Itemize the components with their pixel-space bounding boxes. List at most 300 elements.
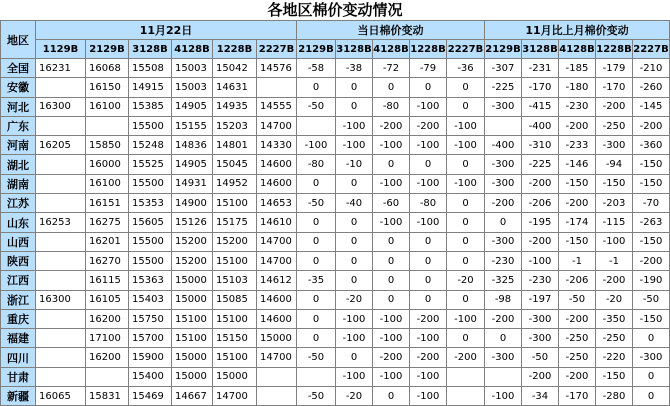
monthly-change-cell: -200	[559, 116, 596, 135]
price-cell: 14576	[257, 59, 297, 78]
column-header: 1129B	[36, 40, 86, 59]
daily-change-cell: 0	[373, 290, 410, 309]
monthly-change-cell: -325	[485, 271, 522, 290]
region-cell: 广东	[1, 116, 36, 135]
price-cell: 14653	[257, 194, 297, 213]
daily-change-cell: 0	[447, 194, 485, 213]
group-header-monthly-change: 11月比上月棉价变动	[485, 21, 670, 40]
monthly-change-cell: -150	[596, 174, 633, 193]
column-header: 4128B	[373, 40, 410, 59]
monthly-change-cell: 0	[633, 329, 670, 348]
price-cell: 14610	[257, 213, 297, 232]
monthly-change-cell: -185	[559, 59, 596, 78]
price-cell: 15000	[257, 329, 297, 348]
column-header: 4128B	[559, 40, 596, 59]
price-cell	[36, 155, 86, 174]
daily-change-cell: -100	[410, 387, 447, 406]
price-cell: 15000	[172, 271, 213, 290]
price-cell: 14905	[172, 155, 213, 174]
daily-change-cell: -79	[410, 59, 447, 78]
price-cell: 14915	[129, 78, 172, 97]
price-cell: 16100	[86, 174, 129, 193]
daily-change-cell: -100	[373, 136, 410, 155]
region-cell: 江西	[1, 271, 36, 290]
price-cell: 15000	[172, 290, 213, 309]
header-row-groups	[1, 21, 670, 40]
daily-change-cell: 0	[336, 213, 373, 232]
monthly-change-cell: -145	[633, 97, 670, 116]
monthly-change-cell: -115	[596, 213, 633, 232]
region-cell: 山东	[1, 213, 36, 232]
region-cell: 陕西	[1, 251, 36, 270]
price-cell: 15248	[129, 136, 172, 155]
daily-change-cell: 0	[373, 271, 410, 290]
table-row	[1, 78, 670, 97]
region-cell: 湖北	[1, 155, 36, 174]
monthly-change-cell: -200	[559, 367, 596, 386]
daily-change-cell: -50	[297, 387, 336, 406]
price-cell: 15508	[129, 59, 172, 78]
price-cell: 14700	[257, 348, 297, 367]
price-cell: 15042	[213, 59, 257, 78]
monthly-change-cell: -200	[559, 309, 596, 328]
daily-change-cell: 0	[410, 78, 447, 97]
daily-change-cell: -200	[447, 348, 485, 367]
price-cell	[86, 116, 129, 135]
table-row	[1, 329, 670, 348]
daily-change-cell: 0	[410, 290, 447, 309]
daily-change-cell: -50	[297, 97, 336, 116]
region-cell: 山西	[1, 232, 36, 251]
monthly-change-cell: -180	[559, 78, 596, 97]
monthly-change-cell: -307	[485, 59, 522, 78]
daily-change-cell: 0	[447, 155, 485, 174]
price-cell: 15000	[213, 367, 257, 386]
price-cell: 15500	[129, 174, 172, 193]
price-cell: 15200	[172, 232, 213, 251]
daily-change-cell: 0	[336, 78, 373, 97]
price-cell: 14600	[257, 155, 297, 174]
price-cell: 14667	[172, 387, 213, 406]
daily-change-cell: -100	[410, 329, 447, 348]
monthly-change-cell: -170	[596, 78, 633, 97]
price-cell: 16200	[86, 348, 129, 367]
daily-change-cell: 0	[447, 232, 485, 251]
price-cell: 15500	[129, 116, 172, 135]
table-row	[1, 232, 670, 251]
price-cell: 15085	[213, 290, 257, 309]
daily-change-cell: -100	[373, 329, 410, 348]
price-cell: 15200	[213, 232, 257, 251]
monthly-change-cell: -200	[522, 232, 559, 251]
monthly-change-cell: -70	[633, 194, 670, 213]
price-cell: 16115	[86, 271, 129, 290]
price-cell: 16231	[36, 59, 86, 78]
daily-change-cell: -100	[447, 136, 485, 155]
daily-change-cell: -80	[297, 155, 336, 174]
column-header: 2227B	[257, 40, 297, 59]
daily-change-cell: -20	[336, 387, 373, 406]
cotton-price-table	[0, 20, 670, 406]
monthly-change-cell: -225	[485, 78, 522, 97]
monthly-change-cell: -200	[596, 271, 633, 290]
daily-change-cell: 0	[297, 232, 336, 251]
price-cell: 16100	[86, 97, 129, 116]
price-cell: 15385	[129, 97, 172, 116]
monthly-change-cell: -300	[485, 97, 522, 116]
daily-change-cell: 0	[297, 309, 336, 328]
monthly-change-cell: -100	[485, 387, 522, 406]
price-cell: 14900	[172, 194, 213, 213]
daily-change-cell: -100	[373, 174, 410, 193]
daily-change-cell: -36	[447, 59, 485, 78]
price-cell: 15500	[129, 232, 172, 251]
monthly-change-cell: -263	[633, 213, 670, 232]
monthly-change-cell: -280	[596, 387, 633, 406]
region-cell: 福建	[1, 329, 36, 348]
column-header: 2227B	[633, 40, 670, 59]
table-row	[1, 59, 670, 78]
price-cell	[36, 194, 86, 213]
column-header: 2129B	[297, 40, 336, 59]
monthly-change-cell: 0	[633, 387, 670, 406]
column-header: 3128B	[522, 40, 559, 59]
price-cell	[257, 387, 297, 406]
price-cell: 15403	[129, 290, 172, 309]
daily-change-cell: 0	[297, 78, 336, 97]
price-cell: 15003	[172, 59, 213, 78]
price-cell	[36, 116, 86, 135]
price-cell: 15750	[129, 309, 172, 328]
region-cell: 甘肃	[1, 367, 36, 386]
price-cell: 15400	[129, 367, 172, 386]
region-header: 地区	[1, 21, 36, 59]
daily-change-cell: 0	[297, 251, 336, 270]
monthly-change-cell: -150	[633, 155, 670, 174]
region-cell: 湖南	[1, 174, 36, 193]
daily-change-cell: -200	[410, 116, 447, 135]
region-cell: 安徽	[1, 78, 36, 97]
price-cell: 16205	[36, 136, 86, 155]
monthly-change-cell: -100	[596, 232, 633, 251]
price-cell: 14700	[257, 251, 297, 270]
monthly-change-cell: -230	[559, 97, 596, 116]
monthly-change-cell: -150	[633, 174, 670, 193]
daily-change-cell: 0	[410, 271, 447, 290]
price-cell: 14700	[257, 116, 297, 135]
price-cell: 14931	[172, 174, 213, 193]
price-cell: 16151	[86, 194, 129, 213]
monthly-change-cell: -179	[596, 59, 633, 78]
price-cell: 14612	[257, 271, 297, 290]
monthly-change-cell: -170	[559, 387, 596, 406]
monthly-change-cell: -203	[596, 194, 633, 213]
price-cell: 14905	[172, 97, 213, 116]
daily-change-cell: 0	[336, 174, 373, 193]
monthly-change-cell: -206	[559, 271, 596, 290]
price-cell: 15155	[172, 116, 213, 135]
daily-change-cell: -50	[297, 194, 336, 213]
daily-change-cell: -58	[297, 59, 336, 78]
monthly-change-cell: -200	[485, 194, 522, 213]
monthly-change-cell: -300	[596, 136, 633, 155]
monthly-change-cell: -100	[522, 251, 559, 270]
monthly-change-cell: -200	[522, 174, 559, 193]
price-cell: 16201	[86, 232, 129, 251]
daily-change-cell	[297, 367, 336, 386]
daily-change-cell: -50	[297, 348, 336, 367]
daily-change-cell: -80	[410, 194, 447, 213]
monthly-change-cell: -231	[522, 59, 559, 78]
daily-change-cell: -200	[373, 348, 410, 367]
daily-change-cell: -100	[336, 116, 373, 135]
monthly-change-cell: -300	[485, 348, 522, 367]
table-row	[1, 348, 670, 367]
region-cell: 江苏	[1, 194, 36, 213]
monthly-change-cell: -200	[522, 367, 559, 386]
price-cell: 15175	[213, 213, 257, 232]
price-cell: 15353	[129, 194, 172, 213]
daily-change-cell: -100	[336, 329, 373, 348]
table-row	[1, 387, 670, 406]
price-cell: 17100	[86, 329, 129, 348]
monthly-change-cell: -150	[559, 232, 596, 251]
price-cell: 15100	[172, 309, 213, 328]
daily-change-cell: 0	[373, 232, 410, 251]
table-row	[1, 155, 670, 174]
daily-change-cell: -100	[447, 116, 485, 135]
monthly-change-cell: -150	[633, 232, 670, 251]
daily-change-cell	[297, 116, 336, 135]
monthly-change-cell: -210	[633, 59, 670, 78]
price-cell: 16150	[86, 78, 129, 97]
price-cell: 15100	[172, 329, 213, 348]
monthly-change-cell: -174	[559, 213, 596, 232]
price-cell: 14330	[257, 136, 297, 155]
monthly-change-cell: -150	[559, 174, 596, 193]
daily-change-cell: 0	[447, 290, 485, 309]
monthly-change-cell: -310	[522, 136, 559, 155]
price-cell: 15126	[172, 213, 213, 232]
monthly-change-cell: -415	[522, 97, 559, 116]
monthly-change-cell: -50	[633, 290, 670, 309]
price-cell	[36, 232, 86, 251]
price-cell: 15100	[213, 348, 257, 367]
group-header-daily-change: 当日棉价变动	[297, 21, 485, 40]
daily-change-cell: 0	[410, 155, 447, 174]
monthly-change-cell: -190	[633, 271, 670, 290]
table-row	[1, 194, 670, 213]
price-cell: 15200	[172, 251, 213, 270]
region-cell: 新疆	[1, 387, 36, 406]
table-row	[1, 136, 670, 155]
price-cell: 15003	[172, 78, 213, 97]
daily-change-cell: -200	[410, 309, 447, 328]
daily-change-cell: -100	[336, 367, 373, 386]
price-cell: 14836	[172, 136, 213, 155]
daily-change-cell: -100	[410, 367, 447, 386]
daily-change-cell: -100	[410, 174, 447, 193]
table-row	[1, 271, 670, 290]
monthly-change-cell: -195	[522, 213, 559, 232]
price-cell	[36, 309, 86, 328]
price-cell: 16300	[36, 97, 86, 116]
daily-change-cell: 0	[410, 251, 447, 270]
monthly-change-cell: -233	[559, 136, 596, 155]
monthly-change-cell: -250	[559, 329, 596, 348]
daily-change-cell	[447, 387, 485, 406]
price-cell: 16275	[86, 213, 129, 232]
monthly-change-cell: -300	[485, 155, 522, 174]
column-header: 2129B	[485, 40, 522, 59]
price-cell: 15363	[129, 271, 172, 290]
daily-change-cell: -100	[297, 136, 336, 155]
price-cell	[36, 271, 86, 290]
daily-change-cell: 0	[447, 213, 485, 232]
daily-change-cell: -72	[373, 59, 410, 78]
price-cell: 16000	[86, 155, 129, 174]
monthly-change-cell: -300	[522, 329, 559, 348]
price-cell: 14935	[213, 97, 257, 116]
monthly-change-cell: -1	[559, 251, 596, 270]
daily-change-cell: 0	[336, 348, 373, 367]
table-row	[1, 174, 670, 193]
daily-change-cell: -35	[297, 271, 336, 290]
daily-change-cell: -200	[410, 348, 447, 367]
daily-change-cell: -100	[336, 136, 373, 155]
monthly-change-cell: -150	[596, 367, 633, 386]
monthly-change-cell: -260	[633, 78, 670, 97]
price-cell: 14600	[257, 290, 297, 309]
daily-change-cell: 0	[373, 251, 410, 270]
monthly-change-cell: -98	[485, 290, 522, 309]
price-cell: 15900	[129, 348, 172, 367]
price-cell: 15100	[213, 194, 257, 213]
daily-change-cell: 0	[373, 155, 410, 174]
price-cell	[36, 78, 86, 97]
header-row-columns	[1, 40, 670, 59]
monthly-change-cell: -250	[596, 116, 633, 135]
table-row	[1, 290, 670, 309]
price-cell: 15000	[172, 367, 213, 386]
daily-change-cell: 0	[410, 232, 447, 251]
price-cell: 16300	[36, 290, 86, 309]
monthly-change-cell: -350	[596, 309, 633, 328]
monthly-change-cell: -200	[633, 251, 670, 270]
monthly-change-cell: -200	[596, 97, 633, 116]
daily-change-cell: -100	[410, 213, 447, 232]
region-cell: 浙江	[1, 290, 36, 309]
price-cell	[36, 367, 86, 386]
price-cell: 15100	[213, 251, 257, 270]
monthly-change-cell: -220	[596, 348, 633, 367]
monthly-change-cell: -400	[485, 136, 522, 155]
daily-change-cell: 0	[336, 97, 373, 116]
daily-change-cell: 0	[447, 329, 485, 348]
column-header: 3128B	[336, 40, 373, 59]
monthly-change-cell: -250	[596, 329, 633, 348]
price-cell: 14631	[213, 78, 257, 97]
daily-change-cell: -20	[447, 271, 485, 290]
monthly-change-cell: 0	[633, 367, 670, 386]
column-header: 1228B	[410, 40, 447, 59]
price-cell: 16105	[86, 290, 129, 309]
daily-change-cell	[447, 367, 485, 386]
monthly-change-cell: -94	[596, 155, 633, 174]
monthly-change-cell: -300	[485, 174, 522, 193]
price-cell: 14600	[257, 174, 297, 193]
monthly-change-cell: -300	[633, 348, 670, 367]
daily-change-cell: -20	[336, 290, 373, 309]
monthly-change-cell: -146	[559, 155, 596, 174]
daily-change-cell: 0	[447, 251, 485, 270]
monthly-change-cell: -230	[485, 251, 522, 270]
monthly-change-cell: -400	[522, 116, 559, 135]
monthly-change-cell: -50	[522, 348, 559, 367]
daily-change-cell: 0	[297, 290, 336, 309]
monthly-change-cell: -300	[485, 232, 522, 251]
daily-change-cell: -100	[447, 174, 485, 193]
daily-change-cell: 0	[297, 213, 336, 232]
region-cell: 四川	[1, 348, 36, 367]
daily-change-cell: 0	[447, 97, 485, 116]
region-cell: 重庆	[1, 309, 36, 328]
price-cell: 15203	[213, 116, 257, 135]
daily-change-cell: -10	[336, 155, 373, 174]
monthly-change-cell: -206	[522, 194, 559, 213]
monthly-change-cell: -34	[522, 387, 559, 406]
table-row	[1, 309, 670, 328]
table-row	[1, 213, 670, 232]
monthly-change-cell: -170	[522, 78, 559, 97]
price-cell: 15850	[86, 136, 129, 155]
monthly-change-cell: -150	[633, 309, 670, 328]
monthly-change-cell: -20	[596, 290, 633, 309]
monthly-change-cell: -50	[559, 290, 596, 309]
column-header: 2227B	[447, 40, 485, 59]
monthly-change-cell: -200	[485, 309, 522, 328]
table-row	[1, 251, 670, 270]
region-cell: 河北	[1, 97, 36, 116]
daily-change-cell: -100	[447, 309, 485, 328]
monthly-change-cell: -225	[522, 155, 559, 174]
daily-change-cell: 0	[373, 78, 410, 97]
daily-change-cell: -200	[373, 116, 410, 135]
price-cell: 14700	[213, 387, 257, 406]
monthly-change-cell: 0	[485, 329, 522, 348]
price-cell: 14801	[213, 136, 257, 155]
daily-change-cell: 0	[297, 329, 336, 348]
price-cell: 15045	[213, 155, 257, 174]
price-cell: 16270	[86, 251, 129, 270]
daily-change-cell: -100	[373, 367, 410, 386]
daily-change-cell: 0	[373, 387, 410, 406]
daily-change-cell: -38	[336, 59, 373, 78]
monthly-change-cell: 0	[485, 213, 522, 232]
table-row	[1, 116, 670, 135]
column-header: 4128B	[172, 40, 213, 59]
monthly-change-cell: -360	[633, 136, 670, 155]
daily-change-cell: -80	[373, 97, 410, 116]
daily-change-cell: 0	[336, 232, 373, 251]
price-cell	[36, 251, 86, 270]
monthly-change-cell: -200	[633, 116, 670, 135]
daily-change-cell: 0	[336, 251, 373, 270]
price-cell	[86, 367, 129, 386]
daily-change-cell: 0	[336, 271, 373, 290]
price-cell: 14952	[213, 174, 257, 193]
group-header-price: 11月22日	[36, 21, 297, 40]
